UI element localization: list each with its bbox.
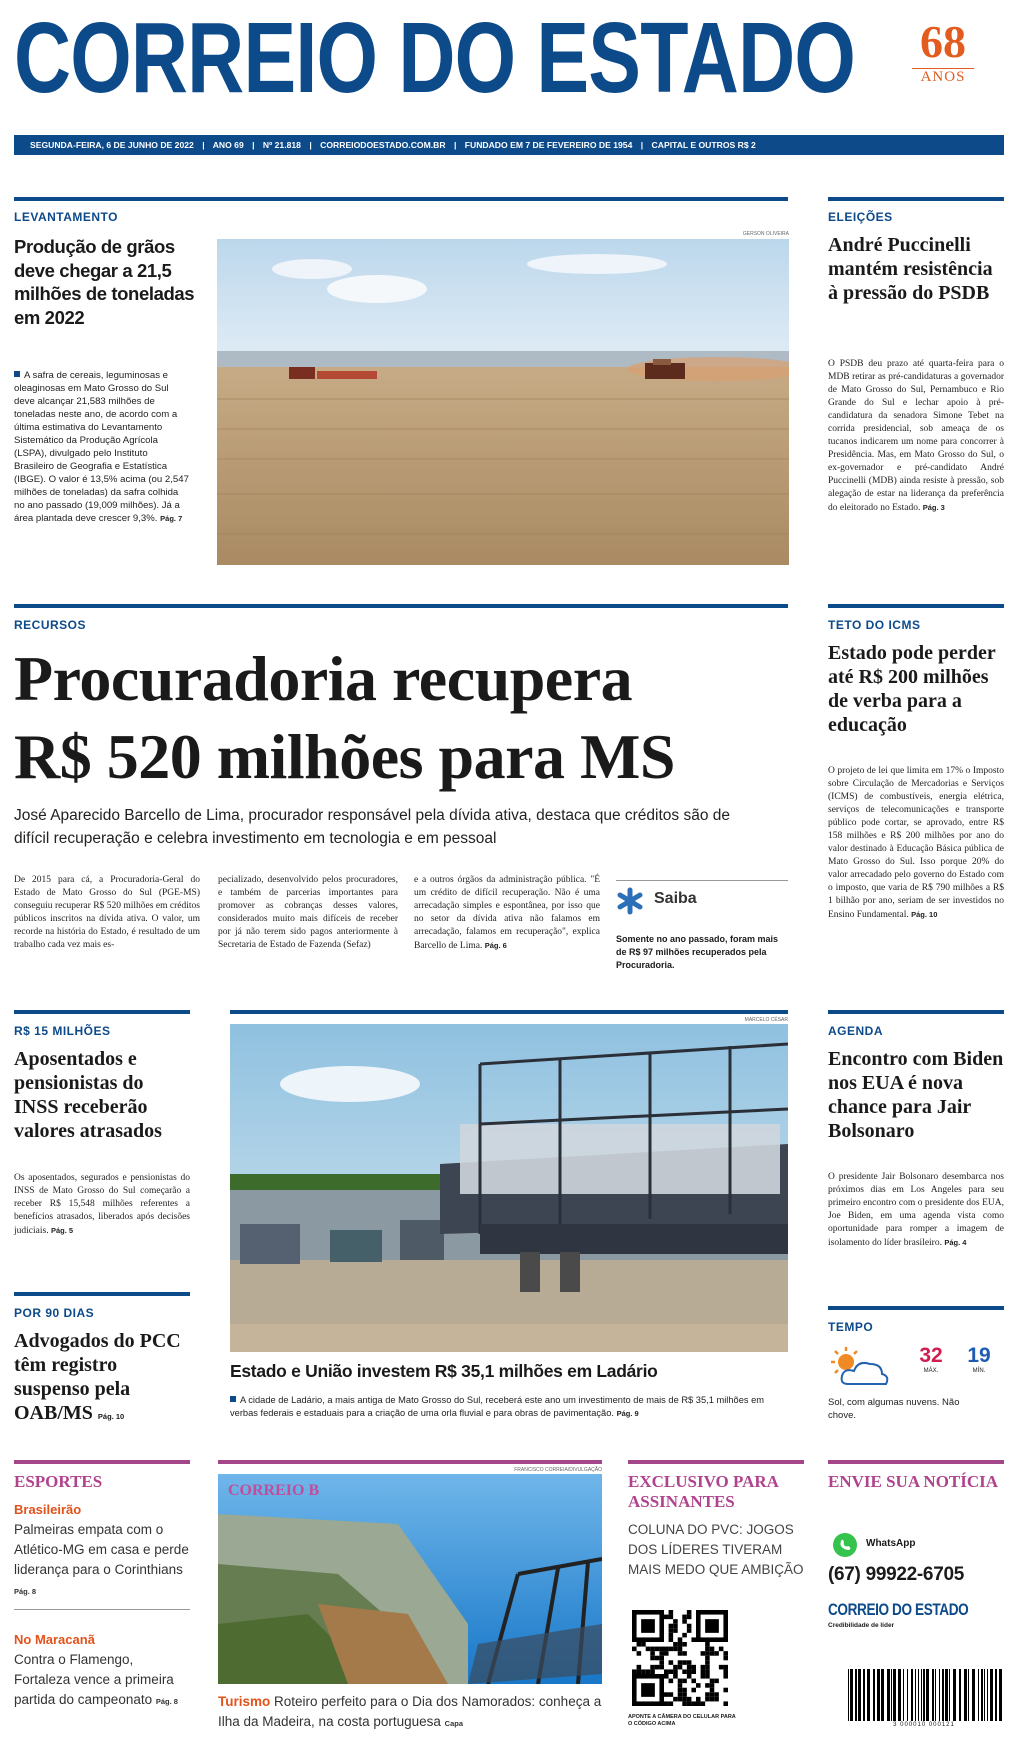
exclusive-box[interactable] bbox=[628, 1460, 804, 1740]
lead-photo-credit: GERSON OLIVEIRA bbox=[742, 231, 789, 237]
lead-headline[interactable]: Produção de grãos deve chegar a 21,5 milhões de toneladas em 2022 bbox=[14, 236, 195, 328]
pcc-story[interactable] bbox=[14, 1292, 190, 1422]
icms-body: O projeto de lei que limita em 17% o Imposto sobre Circulação de Mercadorias e Serviços (ICMS) de combustíveis, energia elétrica, serviços de telecomunicações e transporte público pode cortar, se aprovado, entre R$ 158 milhões e R$ 200 milhões por ano do valor destinado à Educação Básica pública de Mato Grosso do Sul. Isso porque 20% do valor arrecadado pelo governo do Estado com o imposto, que varia de R$ 790 milhões a R$ 1 bilhão por ano, seriam de ser investidos no Ensino Fundamental. Pág. 10 bbox=[828, 766, 1004, 920]
main-col-2: pecializado, desenvolvido pelos procuradores, e também de parcerias importantes para promover as cobranças desses valores, considerados muito mais difíceis de receber por já não terem sido pagos anteriormente à Secretaria de Estado de Fazenda (Sefaz) bbox=[218, 875, 398, 950]
anniversary-badge bbox=[902, 18, 984, 98]
exclusive-kicker: EXCLUSIVO PARA ASSINANTES bbox=[628, 1472, 779, 1511]
sports-box[interactable] bbox=[14, 1460, 190, 1740]
anniversary-number: 68 bbox=[920, 16, 966, 67]
asterisk-icon bbox=[616, 887, 644, 915]
correio-b-label: CORREIO B bbox=[228, 1482, 320, 1499]
inss-body: Os aposentados, segurados e pensionistas do INSS de Mato Grosso do Sul começarão a receber R$ 15,548 milhões referentes a benefícios atrasados, liberados após decisões judiciais. Pág. 5 bbox=[14, 1173, 190, 1236]
pcc-headline[interactable]: Advogados do PCC têm registro suspenso pela OAB/MS Pág. 10 bbox=[14, 1330, 181, 1424]
main-headline-line2: R$ 520 milhões para MS bbox=[14, 721, 675, 792]
eleicoes-story[interactable] bbox=[828, 197, 1004, 567]
sun-cloud-icon bbox=[828, 1346, 892, 1388]
saiba-box bbox=[616, 880, 788, 970]
main-headline[interactable] bbox=[14, 640, 788, 796]
weather-box bbox=[828, 1306, 1004, 1426]
masthead-title: CORREIO DO ESTADO bbox=[14, 2, 855, 114]
info-bar: SEGUNDA-FEIRA, 6 DE JUNHO DE 2022 | ANO 69 | Nº 21.818 | CORREIODOESTADO.COM.BR | FUNDADO EM 7 DE FEVEREIRO DE 1954 | CAPITAL E OUTROS R$ 2 bbox=[14, 135, 1004, 155]
temp-min-value: 19 bbox=[967, 1344, 991, 1367]
exclusive-text[interactable]: COLUNA DO PVC: JOGOS DOS LÍDERES TIVERAM MAIS MEDO QUE AMBIÇÃO bbox=[628, 1522, 804, 1577]
send-news-kicker: ENVIE SUA NOTÍCIA bbox=[828, 1472, 999, 1491]
saiba-title: Saiba bbox=[654, 890, 697, 907]
temp-max bbox=[914, 1344, 948, 1374]
icms-story[interactable] bbox=[828, 604, 1004, 974]
main-col-3: e a outros órgãos da administração pública. "É um crédito de difícil recuperação. Não é uma arrecadação simples e espontânea, por isso que no setor da dívida ativa não falamos em arrecadação, falamos em recuperação", explica Barcello de Lima. Pág. 6 bbox=[414, 875, 600, 951]
correio-b-box[interactable] bbox=[218, 1460, 602, 1740]
main-kicker: RECURSOS bbox=[14, 618, 87, 632]
qr-caption: APONTE A CÂMERA DO CELULAR PARA O CÓDIGO ACIMA bbox=[628, 1714, 736, 1727]
whatsapp-icon[interactable] bbox=[832, 1532, 858, 1558]
barcode-digits: 3 000010 000121 bbox=[893, 1722, 955, 1728]
info-edition: Nº 21.818 bbox=[262, 140, 301, 150]
ladario-photo-credit: MARCELO CÉSAR bbox=[744, 1017, 788, 1023]
main-col-1: De 2015 para cá, a Procuradoria-Geral do Estado de Mato Grosso do Sul (PGE-MS) conseguiu recuperar R$ 520 milhões em créditos públicos inscritos na dívida ativa. O valor, um recorde na história do Estado, é resultado de um trabalho cada vez mais es- bbox=[14, 875, 200, 950]
temp-min bbox=[962, 1344, 996, 1374]
info-year: ANO 69 bbox=[212, 140, 244, 150]
inss-kicker: R$ 15 MILHÕES bbox=[14, 1024, 111, 1038]
agenda-body: O presidente Jair Bolsonaro desembarca nos próximos dias em Los Angeles para seu primeiro encontro com o presidente dos EUA, Joe Biden, em uma agenda vista como oportunidade para romper a imagem de isolamento do líder brasileiro. Pág. 4 bbox=[828, 1172, 1004, 1248]
qr-code-icon[interactable] bbox=[632, 1610, 728, 1706]
weather-desc: Sol, com algumas nuvens. Não chove. bbox=[828, 1397, 960, 1422]
harvest-photo bbox=[217, 239, 789, 565]
whatsapp-phone[interactable]: (67) 99922-6705 bbox=[828, 1564, 964, 1585]
ladario-body: A cidade de Ladário, a mais antiga de Mato Grosso do Sul, receberá este ano um investimento de mais de R$ 35,1 milhões em verbas federais e estaduais para a criação de uma orla fluvial e para obras de pavimentação. Pág. 9 bbox=[230, 1395, 765, 1418]
lead-kicker: LEVANTAMENTO bbox=[14, 210, 118, 224]
eleicoes-kicker: ELEIÇÕES bbox=[828, 210, 893, 224]
ladario-headline[interactable]: Estado e União investem R$ 35,1 milhões em Ladário bbox=[230, 1361, 658, 1381]
agenda-story[interactable] bbox=[828, 1010, 1004, 1256]
saiba-text: Somente no ano passado, foram mais de R$ 97 milhões recuperados pela Procuradoria. bbox=[616, 934, 779, 970]
send-news-box[interactable] bbox=[828, 1460, 1004, 1740]
ladario-story[interactable] bbox=[230, 1010, 788, 1430]
icms-headline[interactable]: Estado pode perder até R$ 200 milhões de verba para a educação bbox=[828, 642, 996, 736]
boat-photo bbox=[230, 1024, 788, 1352]
info-website[interactable]: CORREIODOESTADO.COM.BR bbox=[320, 140, 446, 150]
correio-b-text[interactable]: Turismo Roteiro perfeito para o Dia dos Namorados: conheça a Ilha da Madeira, na costa portuguesa Capa bbox=[218, 1694, 602, 1729]
lead-body: A safra de cereais, leguminosas e oleaginosas em Mato Grosso do Sul deve alcançar 21,583 milhões de toneladas neste ano, de acordo com a última estimativa do Levantamento Sistemático da Produção Agrícola (LSPA), divulgado pelo Instituto Brasileiro de Geografia e Estatística (IBGE). O valor é 13,5% acima (ou 2,547 milhões de toneladas) da safra colhida no ano passado (19,009 milhões). Já a área plantada deve crescer 9,3%. Pág. 7 bbox=[14, 370, 189, 524]
whatsapp-label: WhatsApp bbox=[866, 1538, 916, 1549]
agenda-headline[interactable]: Encontro com Biden nos EUA é nova chance para Jair Bolsonaro bbox=[828, 1048, 1004, 1142]
correio-b-kicker: Turismo bbox=[218, 1694, 271, 1709]
barcode-icon bbox=[844, 1669, 1004, 1721]
sports-item1-title: Brasileirão bbox=[14, 1502, 82, 1517]
correio-b-photo-credit: FRANCISCO CORREIA/DIVULGAÇÃO bbox=[514, 1467, 602, 1473]
inss-headline[interactable]: Aposentados e pensionistas do INSS receberão valores atrasados bbox=[14, 1048, 162, 1142]
info-founded: FUNDADO EM 7 DE FEVEREIRO DE 1954 bbox=[464, 140, 633, 150]
temp-min-label: MÍN. bbox=[972, 1368, 986, 1374]
temp-max-label: MÁX. bbox=[923, 1368, 939, 1374]
icms-kicker: TETO DO ICMS bbox=[828, 618, 921, 632]
info-price: CAPITAL E OUTROS R$ 2 bbox=[651, 140, 756, 150]
lead-story[interactable] bbox=[14, 197, 788, 567]
sports-item1-text[interactable]: Palmeiras empata com o Atlético-MG em casa e perde liderança para o Corinthians Pág. 8 bbox=[14, 1522, 189, 1596]
sports-item2-title: No Maracanã bbox=[14, 1632, 95, 1647]
main-deck: José Aparecido Barcello de Lima, procurador responsável pela dívida ativa, destaca que créditos são de difícil recuperação e celebra investimento em tecnologia e em pessoal bbox=[14, 807, 731, 847]
eleicoes-headline[interactable]: André Puccinelli mantém resistência à pressão do PSDB bbox=[828, 234, 993, 304]
weather-kicker: TEMPO bbox=[828, 1320, 874, 1334]
inss-story[interactable] bbox=[14, 1010, 190, 1256]
main-story[interactable] bbox=[14, 604, 788, 974]
info-date: SEGUNDA-FEIRA, 6 DE JUNHO DE 2022 bbox=[30, 140, 194, 150]
footer-tagline: Credibilidade de líder bbox=[828, 1622, 895, 1629]
main-headline-line1: Procuradoria recupera bbox=[14, 643, 633, 714]
eleicoes-body: O PSDB deu prazo até quarta-feira para o MDB retirar as pré-candidaturas a governador de Mato Grosso do Sul, Pernambuco e Rio Grande do Sul e lechar apoio à pré-candidatura da senadora Simone Tebet na corrida presidencial, sob ameaça de os tucanos indicarem um nome para concorrer à Presidência. Mas, em Mato Grosso do Sul, o ex-governador e pré-candidato André Puccinelli (MDB) ainda resiste à pressão, sob alegação de estar na liderança da preferência do eleitorado no Estado. Pág. 3 bbox=[828, 359, 1004, 513]
pcc-kicker: POR 90 DIAS bbox=[14, 1306, 95, 1320]
masthead bbox=[0, 0, 1024, 160]
sports-kicker: ESPORTES bbox=[14, 1472, 103, 1491]
temp-max-value: 32 bbox=[919, 1344, 943, 1367]
agenda-kicker: AGENDA bbox=[828, 1024, 884, 1038]
footer-brand: CORREIO DO ESTADO bbox=[828, 1600, 969, 1619]
anniversary-label: ANOS bbox=[920, 69, 966, 85]
madeira-photo bbox=[218, 1474, 602, 1684]
sports-item2-text[interactable]: Contra o Flamengo, Fortaleza vence a primeira partida do campeonato Pág. 8 bbox=[14, 1652, 178, 1707]
